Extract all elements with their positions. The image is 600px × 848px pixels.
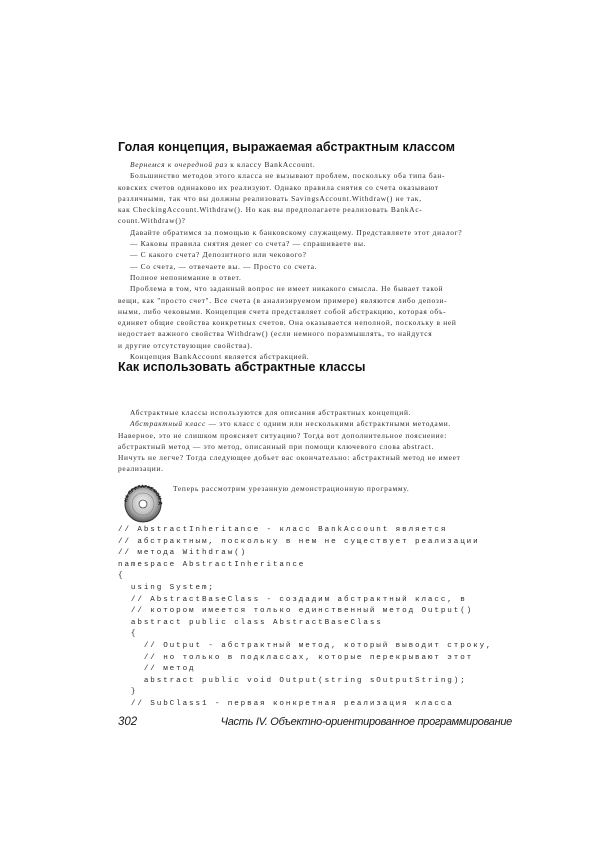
section1-body — [118, 159, 488, 362]
text-line: count.Withdraw()? — [118, 216, 186, 226]
code-line: // AbstractInheritance - класс BankAccount является — [118, 526, 448, 534]
text-line: и другие отсутствующие свойства). — [118, 340, 253, 350]
text-line: Проблема в том, что заданный вопрос не имеет никакого смысла. Не бывает такой — [130, 284, 444, 294]
code-line: // AbstractBaseClass - создадим абстрактный класс, в — [118, 595, 467, 604]
text-line: ковских счетов одинаково их реализуют. Однако правила снятия со счета оказывают — [118, 182, 439, 192]
cd-caption: Теперь рассмотрим урезанную демонстрационную программу. — [173, 484, 410, 493]
text-line: Наверное, это не слишком проясняет ситуацию? Тогда вот дополнительное пояснение: — [118, 430, 448, 440]
code-line: // котором имеется только единственный метод Output() — [118, 607, 474, 616]
code-line: { — [118, 630, 138, 639]
text-line: вещи, как "просто счет". Все счета (в анализируемом примере) являются либо депози- — [118, 295, 448, 305]
text-line: Абстрактный класс — это класс с одним или несколькими абстрактными методами. — [130, 419, 451, 429]
code-line: // SubClass1 - первая конкретная реализация класса — [118, 699, 454, 708]
code-line: // но только в подклассах, которые перекрывают этот — [118, 653, 474, 662]
italic-term: Вернемся к очередной раз — [130, 160, 228, 169]
text-line: как CheckingAccount.Withdraw(). Но как вы предполагаете реализовать BankAc- — [118, 205, 423, 215]
svg-text:НА ПРИЛАГАЕМОМ ДИСКЕ: НА ПРИЛАГАЕМОМ Д — [123, 483, 164, 505]
code-line: } — [118, 688, 138, 697]
cd-icon — [121, 480, 165, 524]
code-line: { — [118, 572, 125, 581]
text-line: Вернемся к очередной раз к классу BankAccount. — [130, 160, 316, 169]
page-number: 302 — [118, 716, 138, 728]
code-line: namespace AbstractInheritance — [118, 560, 306, 569]
code-line: abstract public class AbstractBaseClass — [118, 618, 383, 627]
code-listing — [118, 525, 498, 711]
code-line: // Output - абстрактный метод, который выводит строку, — [118, 641, 493, 650]
text-line: Большинство методов этого класса не вызывают проблем, поскольку оба типа бан- — [130, 171, 446, 181]
text-line: Давайте обратимся за помощью к банковскому служащему. Представляете этот диалог? — [130, 227, 463, 237]
text-line: единяет общие свойства конкретных счетов. Она оказывается неполной, поскольку в ней — [118, 318, 457, 328]
text-line: различными, так что вы должны реализовать SavingsAccount.Withdraw() не так, — [118, 193, 422, 203]
part-title: Часть IV. Объектно-ориентированное программирование — [220, 716, 512, 728]
section2-body — [118, 407, 488, 475]
text-line: Полное непонимание в ответ. — [130, 272, 242, 282]
code-line: // метода Withdraw() — [118, 549, 248, 558]
code-line: // метод — [118, 665, 196, 674]
section-heading-using-abstract-classes: Как использовать абстрактные классы — [118, 360, 366, 374]
text-line: недостает важного свойства Withdraw() (если немного поразмышлять, то найдутся — [118, 329, 433, 339]
text-line: реализации. — [118, 464, 164, 474]
text-line: — Со счета, — отвечаете вы. — Просто со счета. — [130, 261, 318, 271]
text-line: абстрактный метод — это метод, описанный при помощи ключевого слова abstract. — [118, 441, 435, 451]
section-heading-abstract-concept: Голая концепция, выражаемая абстрактным классом — [118, 140, 456, 154]
code-line: abstract public void Output(string sOutputString); — [118, 676, 467, 685]
text-line: — С какого счета? Депозитного или чекового? — [130, 250, 307, 260]
italic-term: Абстрактный класс — [130, 419, 207, 429]
text-line: Абстрактные классы используются для описания абстрактных концепций. — [130, 408, 412, 417]
text-line: ными, либо чековыми. Концепция счета представляет собой абстракцию, которая объ- — [118, 306, 447, 316]
code-line: using System; — [118, 583, 215, 592]
code-line: // абстрактным, поскольку в нем не существует реализации — [118, 537, 480, 546]
text-line: — Каковы правила снятия денег со счета? — спрашиваете вы. — [130, 239, 367, 249]
text-line: Концепция BankAccount является абстракцией. — [130, 352, 310, 362]
text-line: Ничуть не легче? Тогда следующее добьет вас окончательно: абстрактный метод не имеет — [118, 453, 461, 463]
